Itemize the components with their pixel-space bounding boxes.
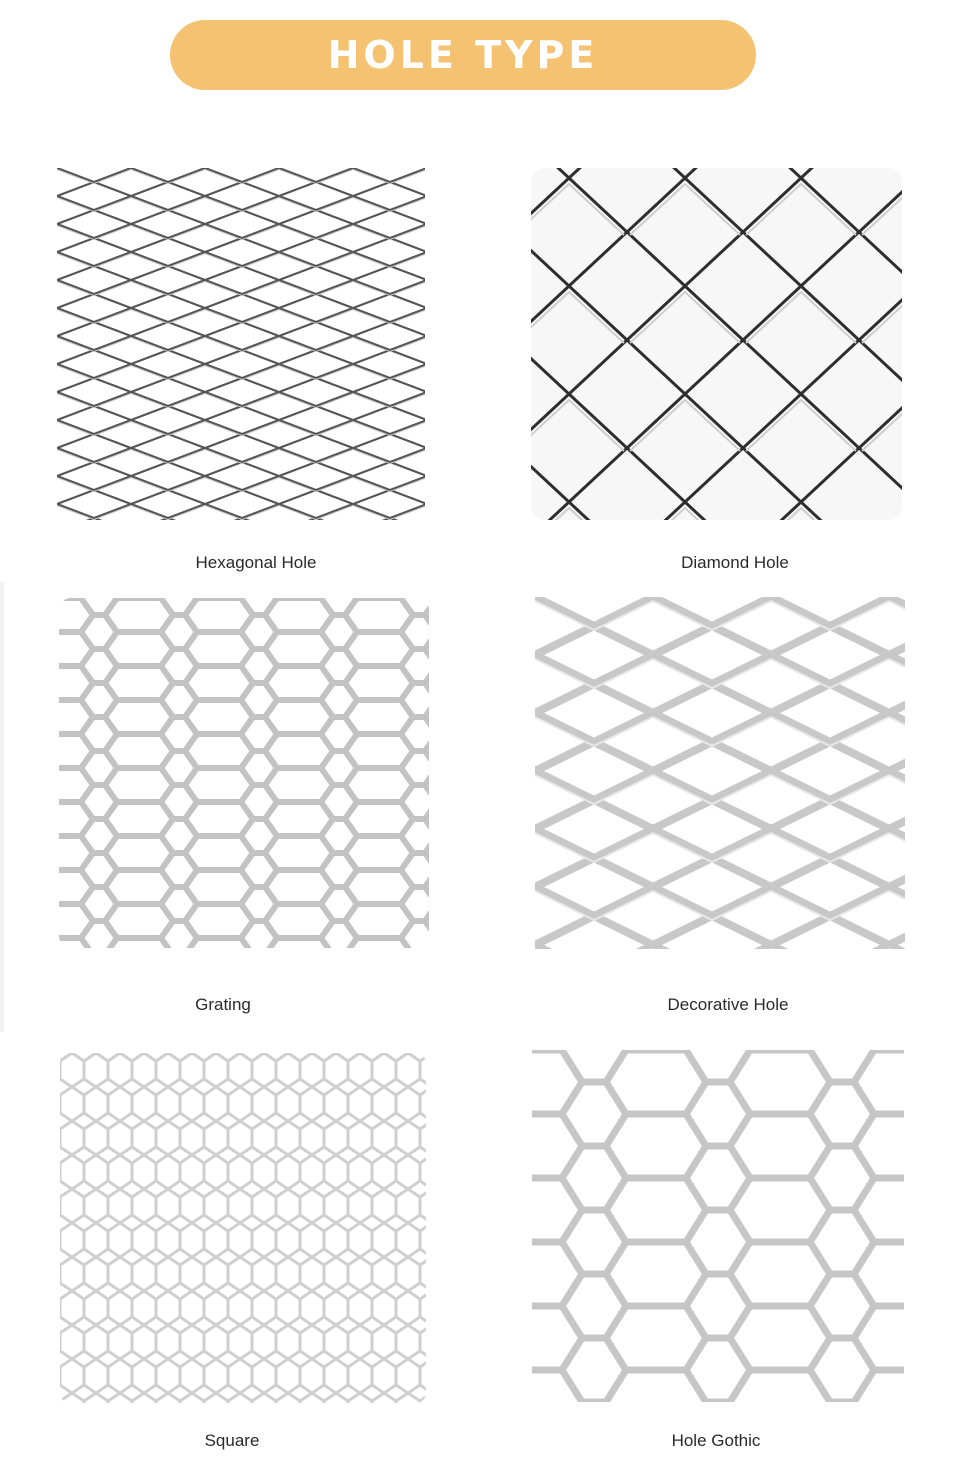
banner-title: HOLE TYPE: [327, 33, 599, 77]
caption-grating: Grating: [195, 995, 251, 1014]
caption-hole-gothic: Hole Gothic: [671, 1431, 761, 1450]
caption-square: Square: [204, 1431, 260, 1450]
left-edge-divider: [0, 582, 4, 1032]
caption-diamond-hole: Diamond Hole: [681, 553, 789, 572]
hexagonal-hole-image: [57, 168, 425, 520]
decorative-hole-image: [535, 597, 905, 949]
diamond-hole-image: [531, 168, 902, 520]
hole-type-banner: [170, 20, 756, 90]
caption-hexagonal-hole: Hexagonal Hole: [195, 553, 317, 572]
hole-gothic-image: [532, 1050, 904, 1402]
grating-image: [59, 598, 429, 948]
caption-decorative-hole: Decorative Hole: [667, 995, 789, 1014]
square-image: [60, 1053, 426, 1403]
